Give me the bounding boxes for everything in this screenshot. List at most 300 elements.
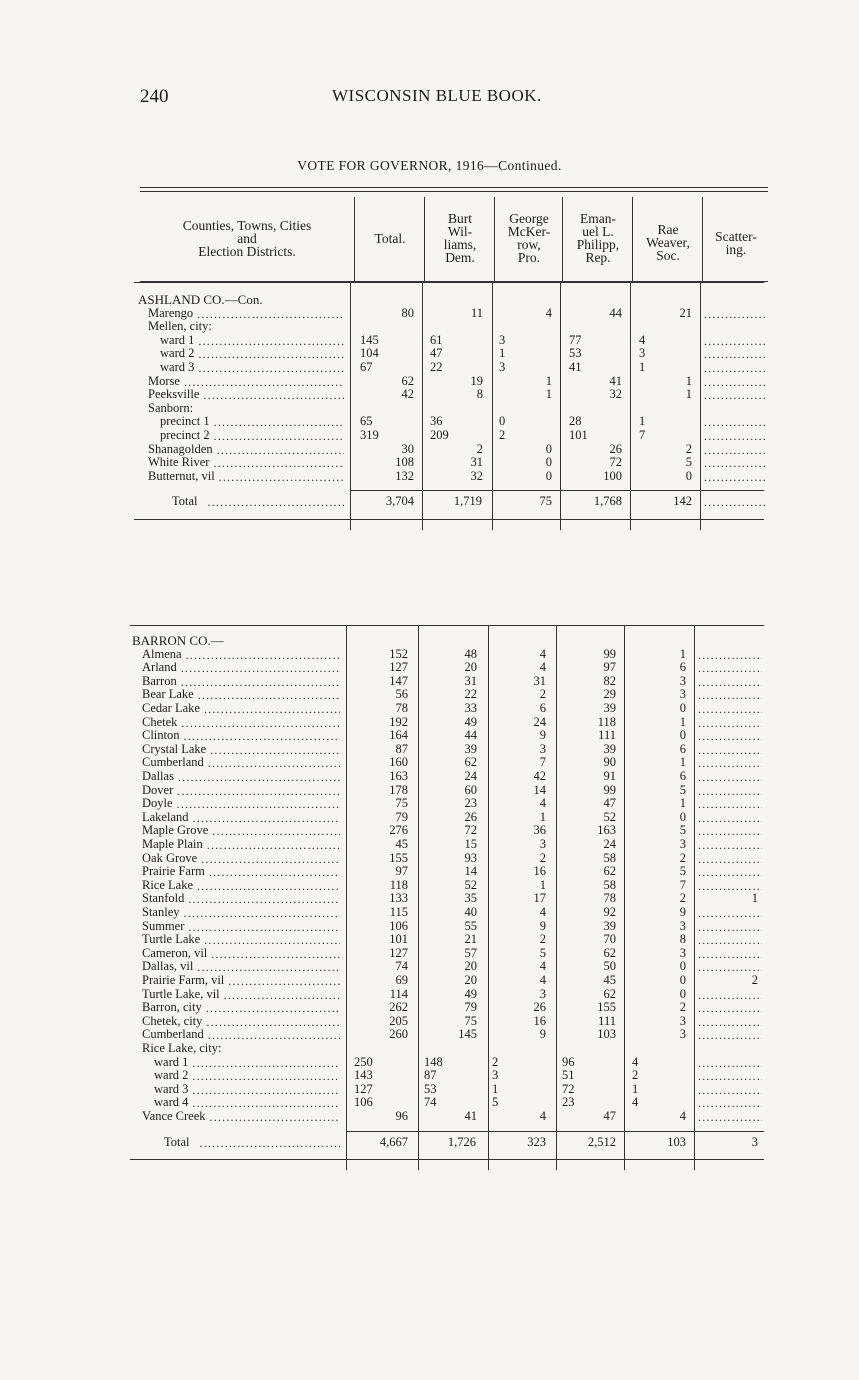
district-name: Summer	[142, 918, 185, 933]
value-mckerrow: 26	[533, 1000, 546, 1015]
value-philipp: 155	[597, 1000, 616, 1015]
value-williams: 61	[430, 332, 443, 347]
value-philipp: 100	[603, 468, 622, 483]
leader-dots	[210, 743, 340, 757]
value-total: 45	[395, 837, 408, 851]
scattering-dots	[698, 988, 762, 1002]
value-mckerrow: 16	[533, 1013, 546, 1028]
value-philipp: 118	[597, 714, 616, 729]
leader-dots	[217, 443, 344, 457]
district-name: Bear Lake	[142, 687, 194, 702]
value-williams: 15	[464, 837, 477, 851]
value-williams: 145	[458, 1027, 477, 1042]
value-weaver: 1	[679, 714, 686, 729]
value-philipp: 62	[603, 945, 616, 960]
county-heading: BARRON CO.—	[132, 633, 224, 648]
value-total: 260	[389, 1027, 408, 1042]
leader-dots	[186, 648, 340, 662]
scattering-dots	[698, 770, 762, 784]
value-williams: 21	[464, 932, 477, 947]
value-philipp: 111	[598, 728, 616, 743]
value-weaver: 5	[679, 864, 686, 879]
value-philipp: 23	[562, 1095, 575, 1110]
leader-dots	[211, 947, 340, 961]
value-weaver: 4	[639, 332, 646, 347]
scattering-dots	[704, 495, 766, 509]
leader-dots	[197, 960, 340, 974]
value-weaver: 1	[639, 414, 646, 429]
value-philipp: 62	[603, 864, 616, 879]
value-mckerrow: 4	[539, 973, 546, 987]
scattering-dots	[698, 1015, 762, 1029]
value-philipp: 47	[603, 1109, 616, 1123]
value-mckerrow: 2	[492, 1054, 499, 1069]
leader-dots	[177, 797, 340, 811]
value-total: 42	[401, 387, 414, 402]
district-name: White River	[148, 455, 210, 470]
value-williams: 55	[464, 918, 477, 933]
value-weaver: 1	[632, 1081, 639, 1096]
value-weaver: 3	[679, 687, 686, 702]
county-heading: ASHLAND CO.—Con.	[138, 292, 263, 307]
value-mckerrow: 4	[539, 1109, 546, 1123]
scattering-dots	[698, 1096, 762, 1110]
value-total: 262	[389, 1000, 408, 1015]
scattering-dots	[698, 960, 762, 974]
total-rule	[346, 1131, 764, 1132]
leader-dots	[184, 375, 344, 389]
value-williams: 41	[464, 1109, 477, 1123]
district-name: Dallas	[142, 769, 174, 783]
leader-dots	[181, 716, 340, 730]
leader-dots	[224, 988, 340, 1002]
col-divider	[562, 197, 563, 281]
value-total: 80	[401, 305, 414, 320]
leader-dots	[214, 429, 344, 443]
value-mckerrow: 5	[539, 945, 546, 960]
value-mckerrow: 42	[533, 769, 546, 783]
leader-dots	[200, 1136, 340, 1150]
district-name: ward 2	[160, 346, 195, 361]
value-mckerrow: 9	[539, 728, 546, 743]
value-williams: 23	[464, 796, 477, 811]
column-header-scattering: Scatter- ing.	[715, 229, 757, 257]
value-weaver: 21	[679, 305, 692, 320]
value-total: 276	[389, 823, 408, 838]
value-williams: 19	[470, 373, 483, 388]
district-name: Chetek	[142, 714, 178, 729]
value-weaver: 0	[679, 728, 686, 743]
district-name: Cumberland	[142, 755, 204, 770]
value-total: 78	[395, 701, 408, 715]
value-philipp: 45	[603, 973, 616, 987]
leader-dots	[198, 347, 344, 361]
value-total: 79	[395, 809, 408, 824]
district-name: Turtle Lake, vil	[142, 986, 220, 1001]
leader-dots	[204, 702, 340, 716]
value-williams: 40	[464, 905, 477, 919]
district-name: Almena	[142, 646, 182, 661]
value-philipp: 39	[603, 918, 616, 933]
value-philipp: 163	[597, 823, 616, 838]
value-mckerrow: 1	[499, 346, 506, 361]
value-mckerrow: 5	[492, 1095, 499, 1110]
value-weaver: 1	[639, 360, 646, 374]
value-philipp: 90	[603, 755, 616, 770]
district-name: Clinton	[142, 728, 180, 743]
value-weaver: 3	[679, 673, 686, 688]
leader-dots	[204, 933, 340, 947]
value-mckerrow: 6	[539, 701, 546, 715]
scattering-dots	[698, 743, 762, 757]
district-name: Morse	[148, 373, 180, 388]
value-total: 69	[395, 973, 408, 987]
total-label: Total	[172, 494, 198, 509]
value-weaver: 0	[679, 959, 686, 974]
scattering-dots	[704, 415, 766, 429]
value-mckerrow: 0	[545, 441, 552, 456]
total-mckerrow: 75	[539, 494, 552, 509]
scattering-dots	[698, 879, 762, 893]
leader-dots	[197, 307, 344, 321]
total-williams: 1,726	[447, 1134, 476, 1149]
total-mckerrow: 323	[527, 1134, 546, 1149]
total-total: 3,704	[385, 494, 414, 509]
value-weaver: 3	[639, 346, 646, 361]
value-total: 127	[354, 1081, 373, 1096]
leader-dots	[203, 388, 344, 402]
value-mckerrow: 31	[533, 673, 546, 688]
col-divider	[632, 197, 633, 281]
district-name: Sanborn:	[148, 400, 194, 415]
value-mckerrow: 3	[539, 837, 546, 851]
value-williams: 31	[464, 673, 477, 688]
value-williams: 11	[470, 305, 483, 320]
value-philipp: 70	[603, 932, 616, 947]
header-top-rule-2	[140, 191, 768, 192]
scattering-dots	[704, 375, 766, 389]
value-total: 143	[354, 1068, 373, 1083]
scattering-dots	[698, 675, 762, 689]
value-philipp: 82	[603, 673, 616, 688]
scattering-dots	[698, 784, 762, 798]
value-weaver: 1	[679, 796, 686, 811]
value-total: 160	[389, 755, 408, 770]
value-philipp: 58	[603, 877, 616, 892]
district-name: Arland	[142, 660, 177, 675]
leader-dots	[181, 661, 340, 675]
value-weaver: 6	[679, 741, 686, 756]
section-top-rule	[134, 282, 764, 283]
value-mckerrow: 1	[539, 809, 546, 824]
leader-dots	[188, 892, 340, 906]
value-philipp: 24	[603, 837, 616, 851]
value-philipp: 72	[609, 455, 622, 470]
value-weaver: 0	[685, 468, 692, 483]
value-williams: 33	[464, 701, 477, 715]
value-williams: 22	[464, 687, 477, 702]
leader-dots	[209, 865, 340, 879]
value-mckerrow: 24	[533, 714, 546, 729]
col-divider	[424, 197, 425, 281]
value-total: 152	[389, 646, 408, 661]
value-philipp: 51	[562, 1068, 575, 1083]
leader-dots	[213, 456, 344, 470]
value-total: 133	[389, 891, 408, 906]
district-name: Dallas, vil	[142, 959, 194, 974]
district-name: Rice Lake	[142, 877, 194, 892]
district-name: Rice Lake, city:	[142, 1041, 222, 1055]
value-mckerrow: 4	[539, 660, 546, 675]
value-total: 101	[389, 932, 408, 947]
total-rule	[350, 490, 764, 491]
value-weaver: 0	[679, 986, 686, 1001]
value-philipp: 39	[603, 701, 616, 715]
value-philipp: 77	[569, 332, 582, 347]
scattering-dots	[698, 811, 762, 825]
value-philipp: 47	[603, 796, 616, 811]
total-philipp: 2,512	[587, 1134, 616, 1149]
value-williams: 14	[464, 864, 477, 879]
value-weaver: 7	[639, 428, 646, 442]
district-name: Prairie Farm	[142, 864, 205, 879]
col-divider	[630, 282, 631, 530]
district-name: Chetek, city	[142, 1013, 203, 1028]
scattering-dots	[698, 865, 762, 879]
value-weaver: 5	[685, 455, 692, 470]
district-name: Marengo	[148, 305, 194, 320]
value-philipp: 53	[569, 346, 582, 361]
value-total: 96	[395, 1109, 408, 1123]
column-header-district: Counties, Towns, Cities and Election Districts.	[182, 218, 312, 259]
column-header-mckerrow: George McKer- row, Pro.	[507, 211, 551, 265]
leader-dots	[193, 811, 340, 825]
page-number: 240	[140, 86, 169, 107]
total-williams: 1,719	[453, 494, 482, 509]
value-williams: 20	[464, 959, 477, 974]
value-williams: 39	[464, 741, 477, 756]
district-name: Cameron, vil	[142, 945, 208, 960]
value-total: 155	[389, 850, 408, 865]
value-philipp: 72	[562, 1081, 575, 1096]
leader-dots	[198, 361, 344, 375]
value-philipp: 39	[603, 741, 616, 756]
value-mckerrow: 3	[492, 1068, 499, 1083]
value-weaver: 3	[679, 1027, 686, 1042]
value-philipp: 92	[603, 905, 616, 919]
value-mckerrow: 4	[539, 959, 546, 974]
district-name: Barron, city	[142, 1000, 202, 1015]
value-total: 97	[395, 864, 408, 879]
leader-dots	[207, 838, 340, 852]
header-top-rule	[140, 187, 768, 188]
leader-dots	[206, 1015, 340, 1029]
value-philipp: 91	[603, 769, 616, 783]
value-williams: 47	[430, 346, 443, 361]
scattering-dots	[698, 1083, 762, 1097]
value-williams: 2	[476, 441, 483, 456]
value-williams: 53	[424, 1081, 437, 1096]
value-weaver: 1	[685, 373, 692, 388]
value-total: 108	[395, 455, 414, 470]
value-williams: 49	[464, 986, 477, 1001]
value-mckerrow: 3	[539, 986, 546, 1001]
scattering-dots	[698, 729, 762, 743]
value-total: 132	[395, 468, 414, 483]
scattering-dots	[698, 933, 762, 947]
total-label: Total	[164, 1134, 190, 1149]
value-weaver: 4	[632, 1054, 639, 1069]
col-divider	[624, 625, 625, 1170]
value-weaver: 5	[679, 782, 686, 797]
column-header-weaver: Rae Weaver, Soc.	[646, 222, 690, 263]
value-philipp: 78	[603, 891, 616, 906]
scattering-dots	[704, 347, 766, 361]
value-philipp: 101	[569, 428, 588, 442]
value-philipp: 97	[603, 660, 616, 675]
value-mckerrow: 4	[539, 905, 546, 919]
value-total: 319	[360, 428, 379, 442]
scattering-dots	[698, 648, 762, 662]
value-mckerrow: 2	[539, 850, 546, 865]
scattering-dots	[704, 334, 766, 348]
value-weaver: 2	[679, 891, 686, 906]
scattering-dots	[698, 1110, 762, 1124]
value-williams: 79	[464, 1000, 477, 1015]
leader-dots	[219, 470, 344, 484]
section-bottom-rule	[130, 1159, 764, 1160]
leader-dots	[208, 756, 340, 770]
district-name: precinct 1	[160, 414, 210, 429]
value-williams: 148	[424, 1054, 443, 1069]
value-weaver: 0	[679, 973, 686, 987]
value-weaver: 3	[679, 1013, 686, 1028]
value-mckerrow: 2	[539, 687, 546, 702]
district-name: Dover	[142, 782, 174, 797]
scattering-dots	[698, 661, 762, 675]
value-mckerrow: 0	[545, 455, 552, 470]
value-weaver: 7	[679, 877, 686, 892]
value-total: 127	[389, 660, 408, 675]
scattering-dots	[698, 1028, 762, 1042]
value-mckerrow: 7	[539, 755, 546, 770]
district-name: Cedar Lake	[142, 701, 200, 715]
value-weaver: 6	[679, 769, 686, 783]
value-total: 192	[389, 714, 408, 729]
value-total: 163	[389, 769, 408, 783]
value-mckerrow: 4	[539, 646, 546, 661]
value-weaver: 1	[679, 755, 686, 770]
value-mckerrow: 1	[492, 1081, 499, 1096]
leader-dots	[201, 852, 340, 866]
leader-dots	[192, 1096, 340, 1110]
section-bottom-rule	[134, 519, 764, 520]
leader-dots	[208, 1028, 340, 1042]
leader-dots	[206, 1001, 340, 1015]
value-philipp: 32	[609, 387, 622, 402]
value-philipp: 44	[609, 305, 622, 320]
value-weaver: 8	[679, 932, 686, 947]
value-philipp: 96	[562, 1054, 575, 1069]
value-total: 114	[389, 986, 408, 1001]
value-williams: 20	[464, 973, 477, 987]
value-mckerrow: 17	[533, 891, 546, 906]
value-mckerrow: 36	[533, 823, 546, 838]
value-williams: 24	[464, 769, 477, 783]
value-weaver: 5	[679, 823, 686, 838]
value-philipp: 99	[603, 782, 616, 797]
value-williams: 72	[464, 823, 477, 838]
leader-dots	[198, 688, 340, 702]
leader-dots	[208, 495, 344, 509]
district-name: ward 2	[154, 1068, 189, 1083]
value-mckerrow: 2	[499, 428, 506, 442]
district-name: ward 1	[154, 1054, 189, 1069]
value-total: 74	[395, 959, 408, 974]
value-weaver: 4	[679, 1109, 686, 1123]
value-mckerrow: 0	[545, 468, 552, 483]
value-weaver: 2	[679, 850, 686, 865]
value-weaver: 3	[679, 945, 686, 960]
value-mckerrow: 1	[539, 877, 546, 892]
value-weaver: 3	[679, 837, 686, 851]
section-top-rule	[130, 625, 764, 626]
scattering-dots	[704, 443, 766, 457]
col-divider	[354, 197, 355, 281]
district-name: Mellen, city:	[148, 319, 212, 334]
value-williams: 31	[470, 455, 483, 470]
column-header-total: Total.	[374, 231, 406, 246]
value-total: 250	[354, 1054, 373, 1069]
district-name: Lakeland	[142, 809, 189, 824]
value-mckerrow: 2	[539, 932, 546, 947]
col-divider	[700, 282, 701, 530]
value-williams: 60	[464, 782, 477, 797]
value-williams: 74	[424, 1095, 437, 1110]
scattering-dots	[698, 1001, 762, 1015]
district-name: Stanfold	[142, 891, 185, 906]
value-williams: 62	[464, 755, 477, 770]
value-williams: 20	[464, 660, 477, 675]
value-williams: 52	[464, 877, 477, 892]
leader-dots	[197, 879, 340, 893]
value-williams: 35	[464, 891, 477, 906]
value-total: 65	[360, 414, 373, 429]
total-philipp: 1,768	[593, 494, 622, 509]
district-name: Prairie Farm, vil	[142, 973, 225, 987]
scattering-dots	[704, 307, 766, 321]
value-total: 164	[389, 728, 408, 743]
value-mckerrow: 1	[545, 387, 552, 402]
value-philipp: 111	[598, 1013, 616, 1028]
scattering-dots	[698, 756, 762, 770]
district-name: Oak Grove	[142, 850, 198, 865]
value-total: 127	[389, 945, 408, 960]
value-williams: 8	[476, 387, 483, 402]
value-philipp: 41	[569, 360, 582, 374]
value-total: 205	[389, 1013, 408, 1028]
value-scattering: 1	[751, 891, 758, 906]
total-scattering: 3	[751, 1134, 758, 1149]
value-mckerrow: 4	[545, 305, 552, 320]
district-name: Turtle Lake	[142, 932, 201, 947]
value-mckerrow: 0	[499, 414, 506, 429]
value-weaver: 1	[679, 646, 686, 661]
value-total: 30	[401, 441, 414, 456]
scattering-dots	[698, 797, 762, 811]
value-williams: 26	[464, 809, 477, 824]
value-weaver: 4	[632, 1095, 639, 1110]
